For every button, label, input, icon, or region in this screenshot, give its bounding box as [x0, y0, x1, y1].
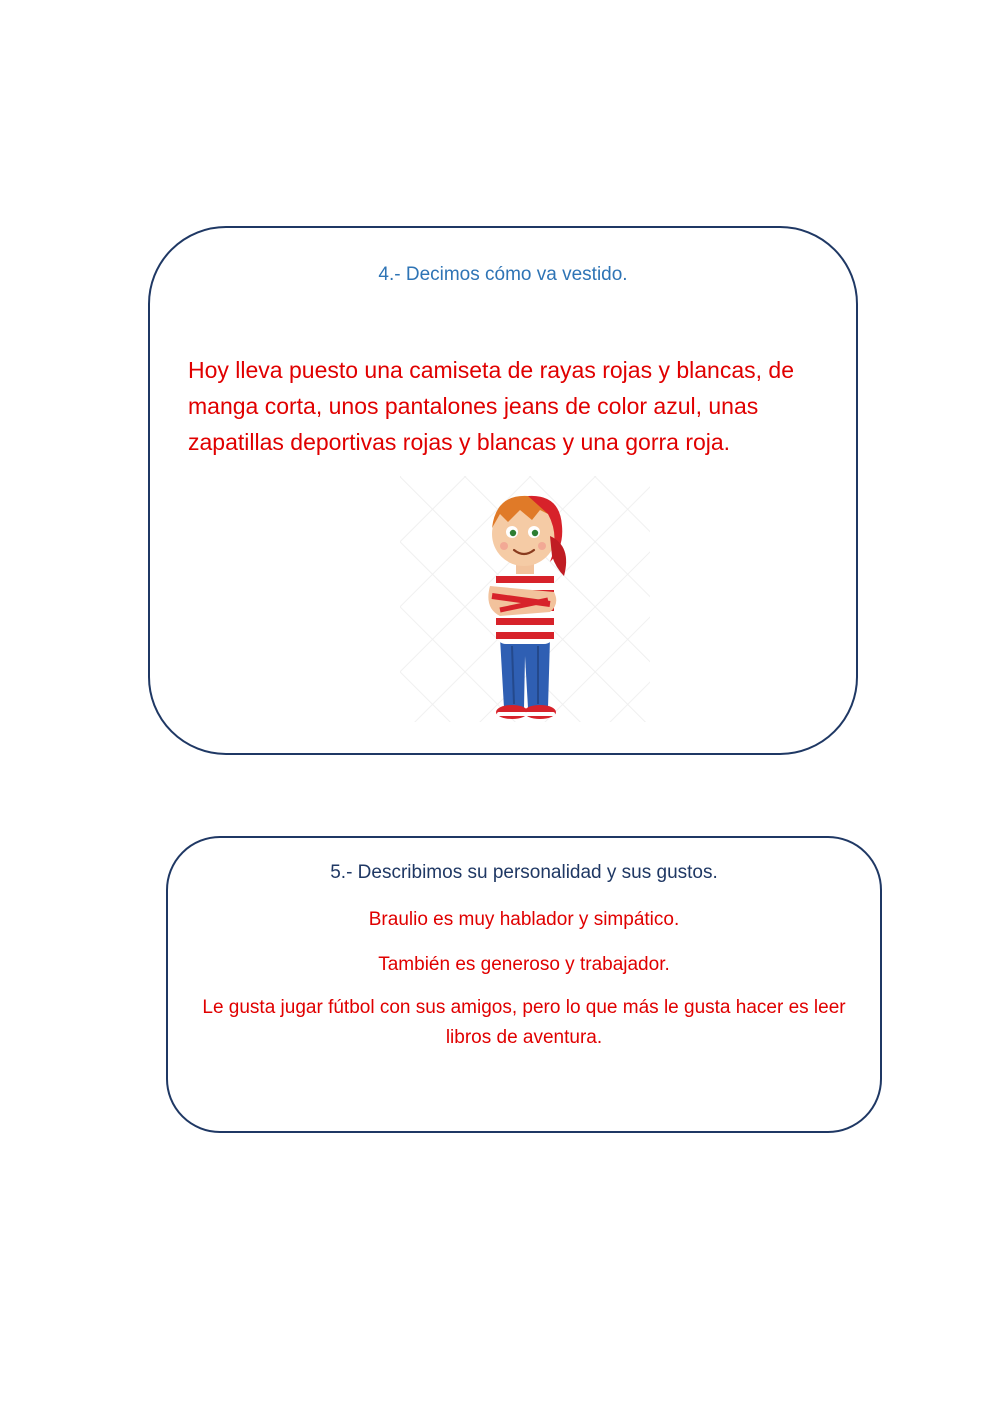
boy-illustration [400, 476, 650, 722]
section-5-title: 5.- Describimos su personalidad y sus gustos. [330, 862, 718, 883]
clothing-description-text: Hoy lleva puesto una camiseta de rayas rojas y blancas, de manga corta, unos pantalones jeans de color azul, unas zapatillas deportivas rojas y blancas y una gorra roja. [188, 357, 794, 455]
section-4-title: 4.- Decimos cómo va vestido. [378, 264, 628, 285]
clothing-description-box [148, 226, 858, 755]
personality-box [166, 836, 882, 1133]
hobbies-line: Le gusta jugar fútbol con sus amigos, pero lo que más le gusta hacer es leer libros de aventura. [202, 997, 846, 1048]
personality-line-1: Braulio es muy hablador y simpático. [368, 909, 680, 930]
personality-line-2: También es generoso y trabajador. [378, 954, 670, 975]
